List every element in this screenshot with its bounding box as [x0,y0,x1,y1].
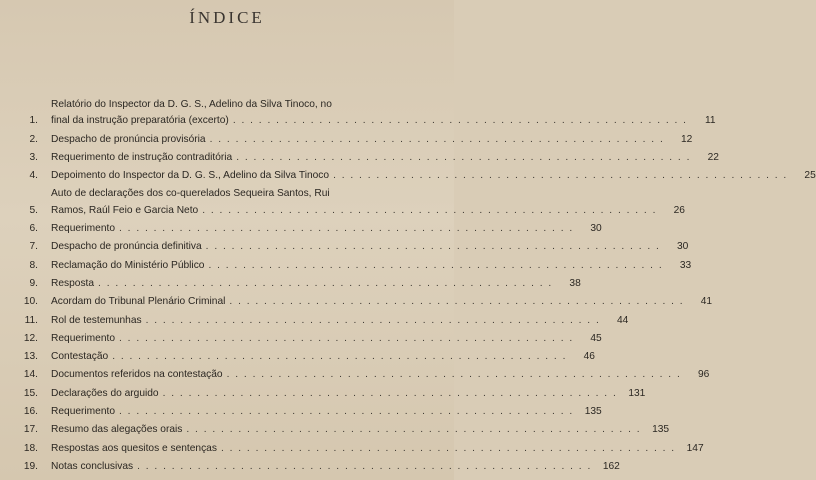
page-title: ÍNDICE [189,8,265,27]
toc-entry [12,132,693,148]
entry-number: 13. [23,351,38,363]
entry-number: 2. [29,133,38,145]
toc-entry [12,294,713,310]
dot-leader: . . . . . . . . . . . . . . . . . . . . . . . . . . . . . . . . . . . . . . . . . . . . . . . . . . . . . [137,460,592,472]
entry-number: 10. [23,296,38,308]
toc-entry [12,276,581,292]
entry-number: 19. [23,460,38,472]
entry-text: Documentos referidos na contestação [51,369,223,381]
entry-number: 18. [23,442,38,454]
entry-text: Depoimento do Inspector da D. G. S., Adelino da Silva Tinoco [51,170,330,182]
entry-number: 11. [24,314,38,326]
page-number: 162 [602,460,620,472]
toc-entry [12,459,620,475]
toc-entry [12,186,685,219]
dot-leader: . . . . . . . . . . . . . . . . . . . . . . . . . . . . . . . . . . . . . . . . . . . . . . . . . . . . . [186,424,642,436]
toc-entry [12,258,692,274]
page-number: 135 [652,424,670,436]
entry-number: 12. [23,332,38,344]
dot-leader: . . . . . . . . . . . . . . . . . . . . . . . . . . . . . . . . . . . . . . . . . . . . . . . . . . . . . [119,406,574,418]
page-number: 33 [679,259,692,271]
entry-text: Respostas aos quesitos e sentenças [51,442,217,454]
toc-entry [12,367,710,383]
entry-text: Relatório do Inspector da D. G. S., Adelino da Silva Tinoco, no [51,99,332,110]
entry-number: 15. [23,387,38,399]
entry-number: 4. [29,170,38,182]
entry-number: 5. [29,204,38,216]
page-number: 38 [569,277,581,289]
page-number: 131 [628,387,646,399]
dot-leader: . . . . . . . . . . . . . . . . . . . . . . . . . . . . . . . . . . . . . . . . . . . . . . . . . . . . . [333,170,788,182]
dot-leader: . . . . . . . . . . . . . . . . . . . . . . . . . . . . . . . . . . . . . . . . . . . . . . . . . . . . . [232,115,688,127]
page-number: 147 [686,442,704,454]
entry-text: Contestação [51,351,109,363]
page-number: 41 [700,296,713,308]
entry-text: Despacho de pronúncia provisória [51,133,206,145]
entry-number: 8. [29,259,38,271]
entry-text: Requerimento [51,406,115,418]
page-number: 12 [680,133,693,145]
toc-entry [12,386,646,402]
entry-number: 16. [23,406,38,418]
dot-leader: . . . . . . . . . . . . . . . . . . . . . . . . . . . . . . . . . . . . . . . . . . . . . . . . . . . . . [209,133,665,145]
toc-entry [12,441,704,457]
page-number: 30 [590,223,602,235]
dot-leader: . . . . . . . . . . . . . . . . . . . . . . . . . . . . . . . . . . . . . . . . . . . . . . . . . . . . . [112,351,567,363]
toc-entry [12,404,602,420]
entry-number: 6. [29,223,38,235]
entry-text: Declarações do arguido [51,387,159,399]
toc-entry [12,331,602,347]
toc-entry [12,97,716,130]
page-number: 45 [590,332,602,344]
entry-text: Acordam do Tribunal Plenário Criminal [51,296,226,308]
entry-text: Auto de declarações dos co-querelados Sequeira Santos, Rui [51,188,330,200]
toc-entry [12,313,629,329]
entry-text: Reclamação do Ministério Público [51,259,205,271]
entry-number: 7. [29,241,38,253]
page-number: 30 [677,241,689,253]
dot-leader: . . . . . . . . . . . . . . . . . . . . . . . . . . . . . . . . . . . . . . . . . . . . . . . . . . . . . [119,332,574,344]
entry-text: Resposta [51,277,95,289]
page-number: 11 [704,115,716,127]
entry-text: Resumo das alegações orais [51,424,183,436]
page-number: 22 [707,151,719,163]
entry-text: Despacho de pronúncia definitiva [51,241,202,253]
page-number: 135 [584,406,602,418]
entry-number: 3. [29,151,38,163]
toc-entry [12,422,670,438]
dot-leader: . . . . . . . . . . . . . . . . . . . . . . . . . . . . . . . . . . . . . . . . . . . . . . . . . . . . . [226,369,682,381]
entry-text: Ramos, Raúl Feio e Garcia Neto [51,204,199,216]
dot-leader: . . . . . . . . . . . . . . . . . . . . . . . . . . . . . . . . . . . . . . . . . . . . . . . . . . . . . [98,277,553,289]
entry-number: 9. [29,277,38,289]
toc-entry [12,221,602,237]
dot-leader: . . . . . . . . . . . . . . . . . . . . . . . . . . . . . . . . . . . . . . . . . . . . . . . . . . . . . [205,241,661,253]
dot-leader: . . . . . . . . . . . . . . . . . . . . . . . . . . . . . . . . . . . . . . . . . . . . . . . . . . . . . [220,442,676,454]
dot-leader: . . . . . . . . . . . . . . . . . . . . . . . . . . . . . . . . . . . . . . . . . . . . . . . . . . . . . [236,151,691,163]
dot-leader: . . . . . . . . . . . . . . . . . . . . . . . . . . . . . . . . . . . . . . . . . . . . . . . . . . . . . [202,204,657,216]
page-number: 44 [616,314,629,326]
dot-leader: . . . . . . . . . . . . . . . . . . . . . . . . . . . . . . . . . . . . . . . . . . . . . . . . . . . . . [229,296,685,308]
page-number: 26 [673,204,685,216]
page-number: 46 [583,351,595,363]
toc-entry [12,239,689,255]
toc-entry [12,150,719,166]
page-number: 25 [804,170,816,182]
entry-number: 14. [23,369,38,381]
dot-leader: . . . . . . . . . . . . . . . . . . . . . . . . . . . . . . . . . . . . . . . . . . . . . . . . . . . . . [208,259,664,271]
entry-number: 1. [29,115,38,127]
entry-text: Rol de testemunhas [51,314,142,326]
entry-text: final da instrução preparatória (excerto) [51,115,229,127]
dot-leader: . . . . . . . . . . . . . . . . . . . . . . . . . . . . . . . . . . . . . . . . . . . . . . . . . . . . . [145,314,601,326]
entry-text: Requerimento de instrução contraditória [51,151,233,163]
dot-leader: . . . . . . . . . . . . . . . . . . . . . . . . . . . . . . . . . . . . . . . . . . . . . . . . . . . . . [119,223,574,235]
toc-entry [12,349,595,365]
entry-number: 17. [23,424,38,436]
toc-entry [12,168,816,184]
entry-text: Requerimento [51,223,115,235]
page-number: 96 [697,369,710,381]
dot-leader: . . . . . . . . . . . . . . . . . . . . . . . . . . . . . . . . . . . . . . . . . . . . . . . . . . . . . [162,387,618,399]
entry-text: Requerimento [51,332,115,344]
entry-text: Notas conclusivas [51,460,134,472]
table-of-contents [12,97,816,477]
